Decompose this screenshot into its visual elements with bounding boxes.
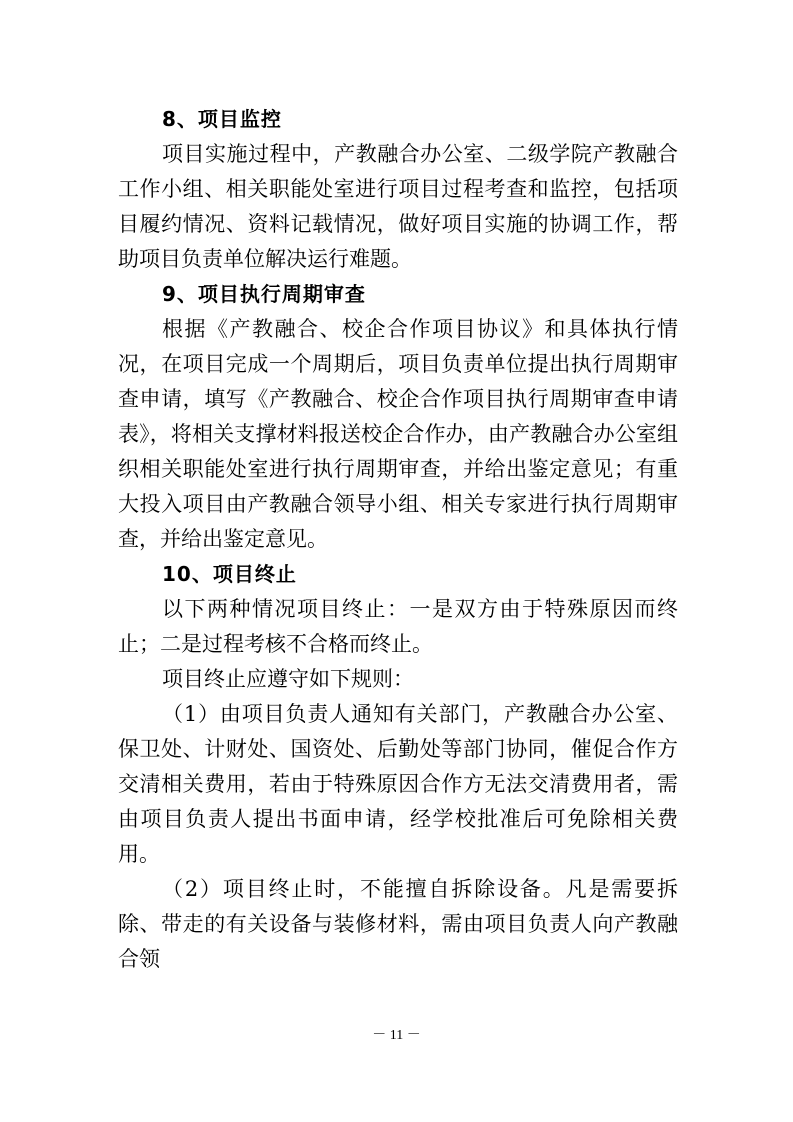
section-10-rule-2: （2）项目终止时，不能擅自拆除设备。凡是需要拆除、带走的有关设备与装修材料，需由项目负责人向产教融合领 — [118, 877, 678, 971]
page-number: － 11 － — [372, 1028, 421, 1043]
section-9-paragraph-1: 根据《产教融合、校企合作项目协议》和具体执行情况，在项目完成一个周期后，项目负责单位提出执行周期审查申请，填写《产教融合、校企合作项目执行周期审查申请表》，将相关支撑材料报送校企合作办，由产教融合办公室组织相关职能处室进行执行周期审查，并给出鉴定意见；有重大投入项目由产教融合领导小组、相关专家进行执行周期审查，并给出鉴定意见。 — [118, 317, 678, 551]
section-10-paragraph-2: 项目终止应遵守如下规则： — [162, 667, 414, 691]
section-heading-10: 10、项目终止 — [162, 562, 297, 586]
section-10-paragraph-1: 以下两种情况项目终止：一是双方由于特殊原因而终止；二是过程考核不合格而终止。 — [118, 597, 678, 656]
section-heading-9: 9、项目执行周期审查 — [162, 282, 366, 306]
section-heading-8: 8、项目监控 — [162, 107, 282, 131]
document-body — [118, 102, 678, 977]
section-10-rule-1: （1）由项目负责人通知有关部门，产教融合办公室、保卫处、计财处、国资处、后勤处等部门协同，催促合作方交清相关费用，若由于特殊原因合作方无法交清费用者，需由项目负责人提出书面申请，经学校批准后可免除相关费用。 — [118, 702, 678, 866]
section-8-paragraph-1: 项目实施过程中，产教融合办公室、二级学院产教融合工作小组、相关职能处室进行项目过程考查和监控，包括项目履约情况、资料记载情况，做好项目实施的协调工作，帮助项目负责单位解决运行难题。 — [118, 142, 678, 271]
